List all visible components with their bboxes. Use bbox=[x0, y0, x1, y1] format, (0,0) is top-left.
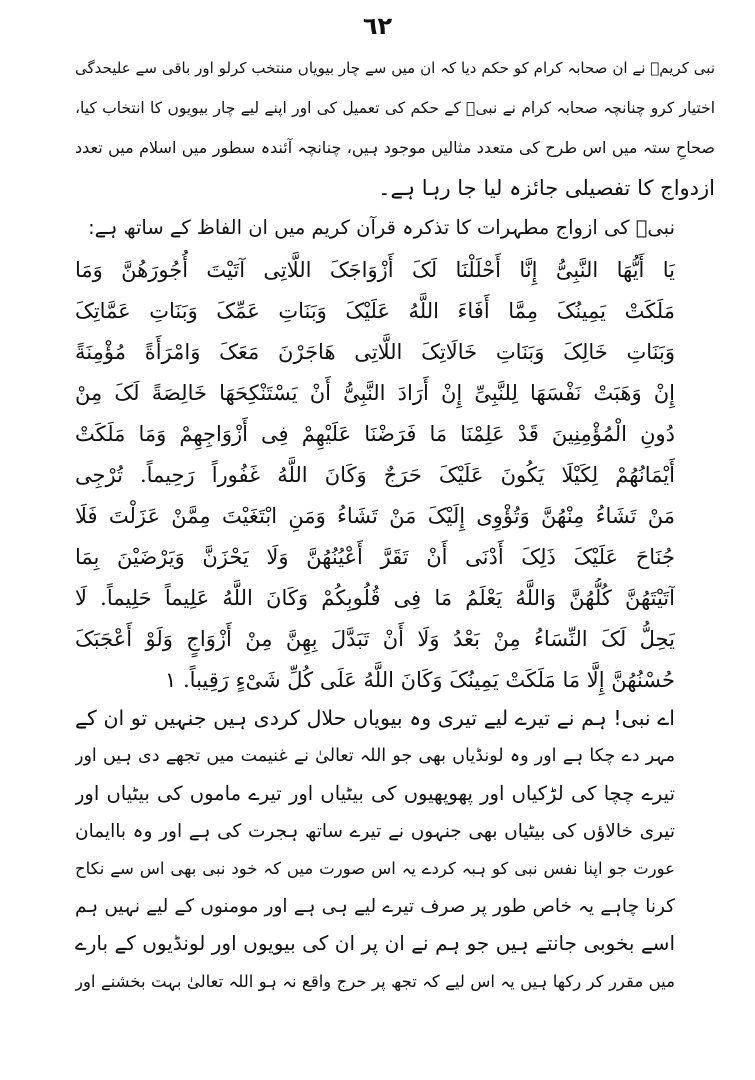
text-line: کرنا چاہے یہ خاص طور پر صرف تیرے لیے ہی ہے اور مومنوں کے لیے نہیں ہم bbox=[75, 895, 675, 917]
verse-line: مَلَکَتْ یَمِینُکَ مِمَّا أَفَاءَ اللَّهُ عَلَیْکَ وَبَنَاتِ عَمِّکَ وَبَنَاتِ عَمَّاتِکَ bbox=[75, 299, 675, 323]
verse-line: یَحِلُّ لَکَ النِّسَاءُ مِنْ بَعْدُ وَلَا أَنْ تَبَدَّلَ بِهِنَّ مِنْ أَزْوَاجٍ وَلَوْ أَعْجَبَکَ bbox=[75, 627, 675, 651]
translation-paragraph bbox=[75, 700, 675, 1000]
text-line: میں مقرر کر رکھا ہیں یہ اس لیے کہ تجھ پر حرج واقع نہ ہو اللہ تعالیٰ بہت بخشنے اور bbox=[75, 971, 675, 991]
text-line: تیرے چچا کی لڑکیاں اور پھوپھیوں کی بیٹیاں اور تیرے ماموں کی بیٹیاں اور bbox=[75, 782, 675, 805]
text-line: عورت جو اپنا نفس نبی کو ہبہ کردے یہ اس صورت میں کہ خود نبی بھی اس سے نکاح bbox=[75, 859, 675, 878]
verse-line: مَنْ تَشَاءُ مِنْهُنَّ وَتُؤْوِی إِلَیْکَ مَنْ تَشَاءُ وَمَنِ ابْتَغَیْتَ مِمَّنْ عَزَلْتَ فَلَا bbox=[75, 504, 675, 528]
intro-paragraph bbox=[75, 48, 715, 208]
verse-line: إِنْ وَهَبَتْ نَفْسَهَا لِلنَّبِیِّ إِنْ أَرَادَ النَّبِیُّ أَنْ یَسْتَنْکِحَهَا خَالِصَةً لَکَ مِنْ bbox=[75, 381, 675, 405]
verse-line: آتَیْتَهُنَّ کُلُّهُنَّ وَاللَّهُ یَعْلَمُ مَا فِی قُلُوبِکُمْ وَکَانَ اللَّهُ عَلِیماً حَلِیماً. لَا bbox=[75, 586, 675, 610]
verse-line: جُنَاحَ عَلَیْکَ ذَلِکَ أَدْنَى أَنْ تَقَرَّ أَعْیُنُهُنَّ وَلَا یَحْزَنَّ وَیَرْضَیْنَ بِمَا bbox=[75, 545, 675, 569]
verse-line: دُونِ الْمُؤْمِنِینَ قَدْ عَلِمْنَا مَا فَرَضْنَا عَلَیْهِمْ فِی أَزْوَاجِهِمْ وَمَا مَلَکَتْ bbox=[75, 422, 675, 446]
verse-line: یَا أَیُّهَا النَّبِیُّ إِنَّا أَحْلَلْنَا لَکَ أَزْوَاجَکَ اللَّاتِی آتَیْتَ أُجُورَهُنَّ وَمَا bbox=[75, 258, 675, 282]
verse-line: أَیْمَانُهُمْ لِکَیْلَا یَکُونَ عَلَیْکَ حَرَجٌ وَکَانَ اللَّهُ غَفُوراً رَحِیماً. تُرْجِی bbox=[75, 463, 675, 487]
lead-line bbox=[75, 208, 675, 248]
verse-line: حُسْنُهُنَّ إِلَّا مَا مَلَکَتْ یَمِینُکَ وَکَانَ اللَّهُ عَلَى کُلِّ شَیْءٍ رَقِیباً. ١ bbox=[165, 668, 675, 692]
text-line: ازدواج کا تفصیلی جائزہ لیا جا رہا ہے۔ bbox=[378, 176, 715, 200]
text-line: اے نبی! ہم نے تیرے لیے تیری وہ بیویاں حلال کردی ہیں جنہیں تو ان کے bbox=[75, 706, 675, 730]
text-line: صحاحِ ستہ میں اس طرح کی متعدد مثالیں موجود ہیں، چنانچہ آئندہ سطور میں اسلام میں تعدد bbox=[75, 138, 715, 157]
page-number: ٦٢ bbox=[362, 12, 393, 40]
text-line: نبی کریمؐ نے ان صحابہ کرام کو حکم دیا کہ ان میں سے چار بیویاں منتخب کرلو اور باقی سے علیحدگی bbox=[75, 59, 715, 77]
quran-verse bbox=[75, 250, 675, 701]
text-line: اختیار کرو چنانچہ صحابہ کرام نے نبیؐ کے حکم کی تعمیل کی اور اپنے لیے چار بیویوں کا انتخاب کیا، bbox=[75, 99, 715, 117]
text-line: نبیؐ کی ازواج مطہرات کا تذکرہ قرآن کریم میں ان الفاظ کے ساتھ ہے: bbox=[88, 216, 675, 239]
verse-line: وَبَنَاتِ خَالِکَ وَبَنَاتِ خَالَاتِکَ اللَّاتِی هَاجَرْنَ مَعَکَ وَامْرَأَةً مُؤْمِنَةً bbox=[75, 340, 675, 364]
text-line: مہر دے چکا ہے اور وہ لونڈیاں بھی جو اللہ تعالیٰ نے غنیمت میں تجھے دی ہیں اور bbox=[75, 745, 675, 766]
text-line: تیری خالاؤں کی بیٹیاں بھی جنہوں نے تیرے ساتھ ہجرت کی ہے اور وہ باایمان bbox=[75, 820, 675, 842]
text-line: اسے بخوبی جانتے ہیں جو ہم نے ان پر ان کی بیویوں اور لونڈیوں کے بارے bbox=[75, 931, 675, 955]
